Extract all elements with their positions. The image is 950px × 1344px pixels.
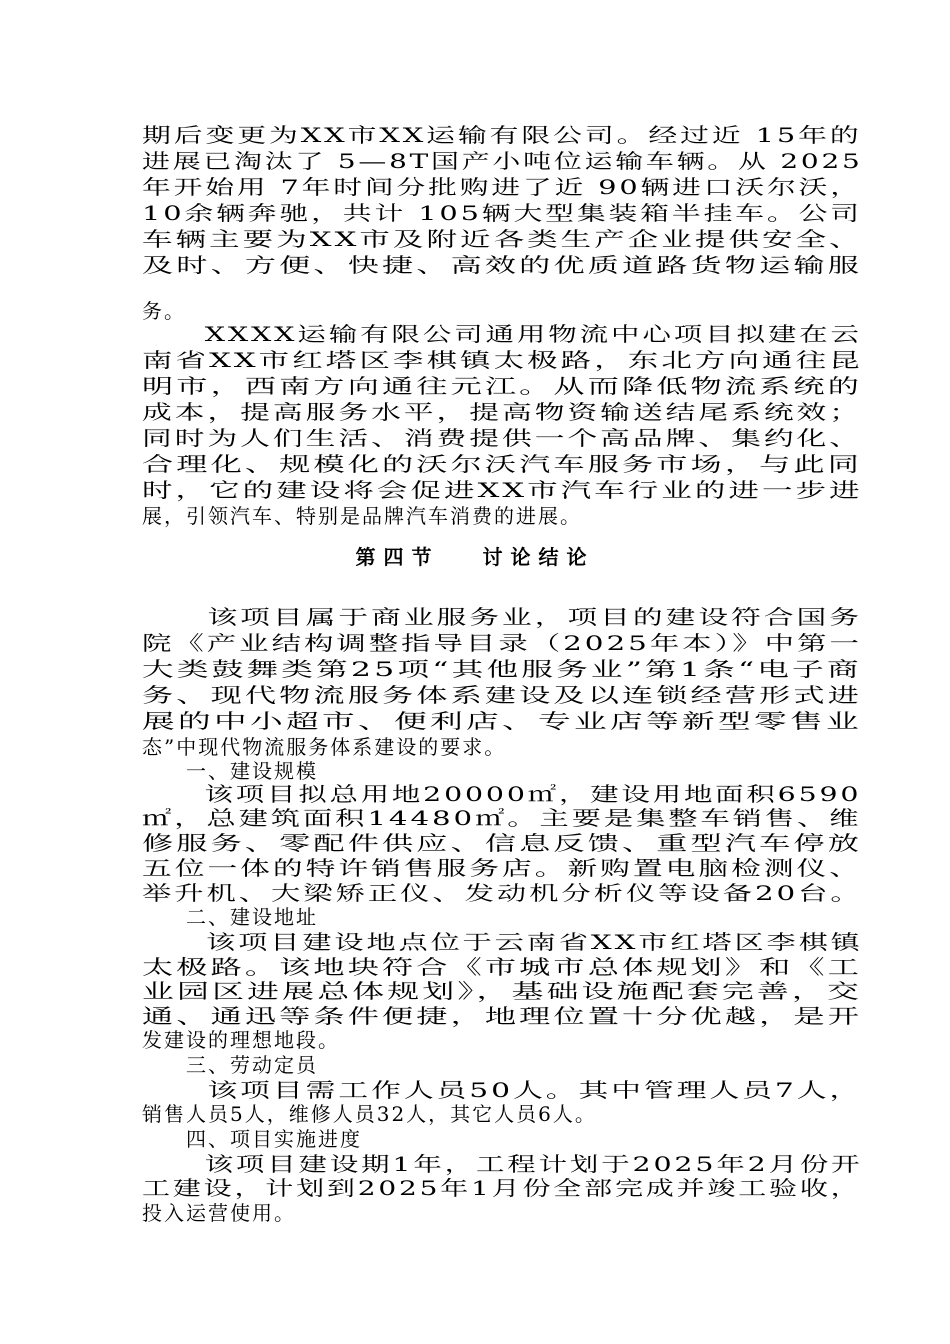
text-line: 南省XX市红塔区李棋镇太极路，东北方向通往昆 bbox=[142, 348, 863, 372]
text-line: 态”中现代物流服务体系建设的要求。 bbox=[142, 735, 507, 759]
text-line: 年开始用 7年时间分批购进了近 90辆进口沃尔沃， bbox=[142, 175, 862, 199]
text-line: 通、通迅等条件便捷，地理位置十分优越，是开 bbox=[142, 1004, 862, 1028]
text-line: 该项目属于商业服务业，项目的建设符合国务 bbox=[142, 605, 862, 629]
text-line: 时，它的建设将会促进XX市汽车行业的进一步进 bbox=[142, 478, 863, 502]
subsection-title: 一、建设规模 bbox=[142, 759, 318, 783]
text-line: 进展已淘汰了 5—8T国产小吨位运输车辆。从 2025 bbox=[142, 149, 863, 173]
text-line: 务、现代物流服务体系建设及以连锁经营形式进 bbox=[142, 683, 862, 707]
text-line: 10余辆奔驰，共计 105辆大型集装箱半挂车。公司 bbox=[142, 201, 862, 225]
text-line: 期后变更为XX市XX运输有限公司。经过近 15年的 bbox=[142, 123, 862, 147]
text-line: 五位一体的特许销售服务店。新购置电脑检测仪、 bbox=[142, 856, 862, 880]
text-line: 该项目建设地点位于云南省XX市红塔区李棋镇 bbox=[142, 930, 863, 954]
text-line: 发建设的理想地段。 bbox=[142, 1028, 340, 1052]
text-line: 同时为人们生活、消费提供一个高品牌、集约化、 bbox=[142, 426, 862, 450]
subsection-title: 二、建设地址 bbox=[142, 905, 318, 929]
text-line: 院《产业结构调整指导目录（2025年本）》中第一 bbox=[142, 631, 862, 655]
text-line: 销售人员5人，维修人员32人，其它人员6人。 bbox=[142, 1102, 597, 1126]
text-line: 该项目建设期1年，工程计划于2025年2月份开 bbox=[142, 1152, 863, 1176]
text-line: 务。 bbox=[142, 299, 186, 323]
text-line: 大类鼓舞类第25项“其他服务业”第1条“电子商 bbox=[142, 657, 862, 681]
subsection-title: 四、项目实施进度 bbox=[142, 1127, 362, 1151]
text-line: 成本，提高服务水平，提高物资输送结尾系统效； bbox=[142, 400, 862, 424]
text-line: 该项目需工作人员50人。其中管理人员7人， bbox=[142, 1078, 863, 1102]
subsection-title: 三、劳动定员 bbox=[142, 1053, 318, 1077]
text-line: XXXX运输有限公司通用物流中心项目拟建在云 bbox=[142, 322, 862, 346]
text-line: 举升机、大梁矫正仪、发动机分析仪等设备20台。 bbox=[142, 881, 863, 905]
text-line: 太极路。该地块符合《市城市总体规划》和《工 bbox=[142, 955, 862, 979]
text-line: ㎡，总建筑面积14480㎡。主要是集整车销售、维 bbox=[142, 806, 862, 830]
text-line: 业园区进展总体规划》，基础设施配套完善，交 bbox=[142, 979, 862, 1003]
text-line: 合理化、规模化的沃尔沃汽车服务市场，与此同 bbox=[142, 452, 862, 476]
text-line: 展的中小超市、便利店、专业店等新型零售业 bbox=[142, 709, 863, 733]
text-line: 修服务、零配件供应、信息反馈、重型汽车停放 bbox=[142, 831, 862, 855]
text-line: 车辆主要为XX市及附近各类生产企业提供安全、 bbox=[142, 227, 863, 251]
text-line: 展，引领汽车、特别是品牌汽车消费的进展。 bbox=[142, 504, 582, 528]
text-line: 投入运营使用。 bbox=[142, 1201, 296, 1225]
section-title: 第四节 讨论结论 bbox=[355, 545, 595, 569]
text-line: 及时、方便、快捷、高效的优质道路货物运输服 bbox=[142, 253, 862, 277]
text-line: 明市，西南方向通往元江。从而降低物流系统的 bbox=[142, 374, 862, 398]
text-line: 工建设，计划到2025年1月份全部完成并竣工验收， bbox=[142, 1176, 862, 1200]
text-line: 该项目拟总用地20000㎡，建设用地面积6590 bbox=[142, 782, 862, 806]
